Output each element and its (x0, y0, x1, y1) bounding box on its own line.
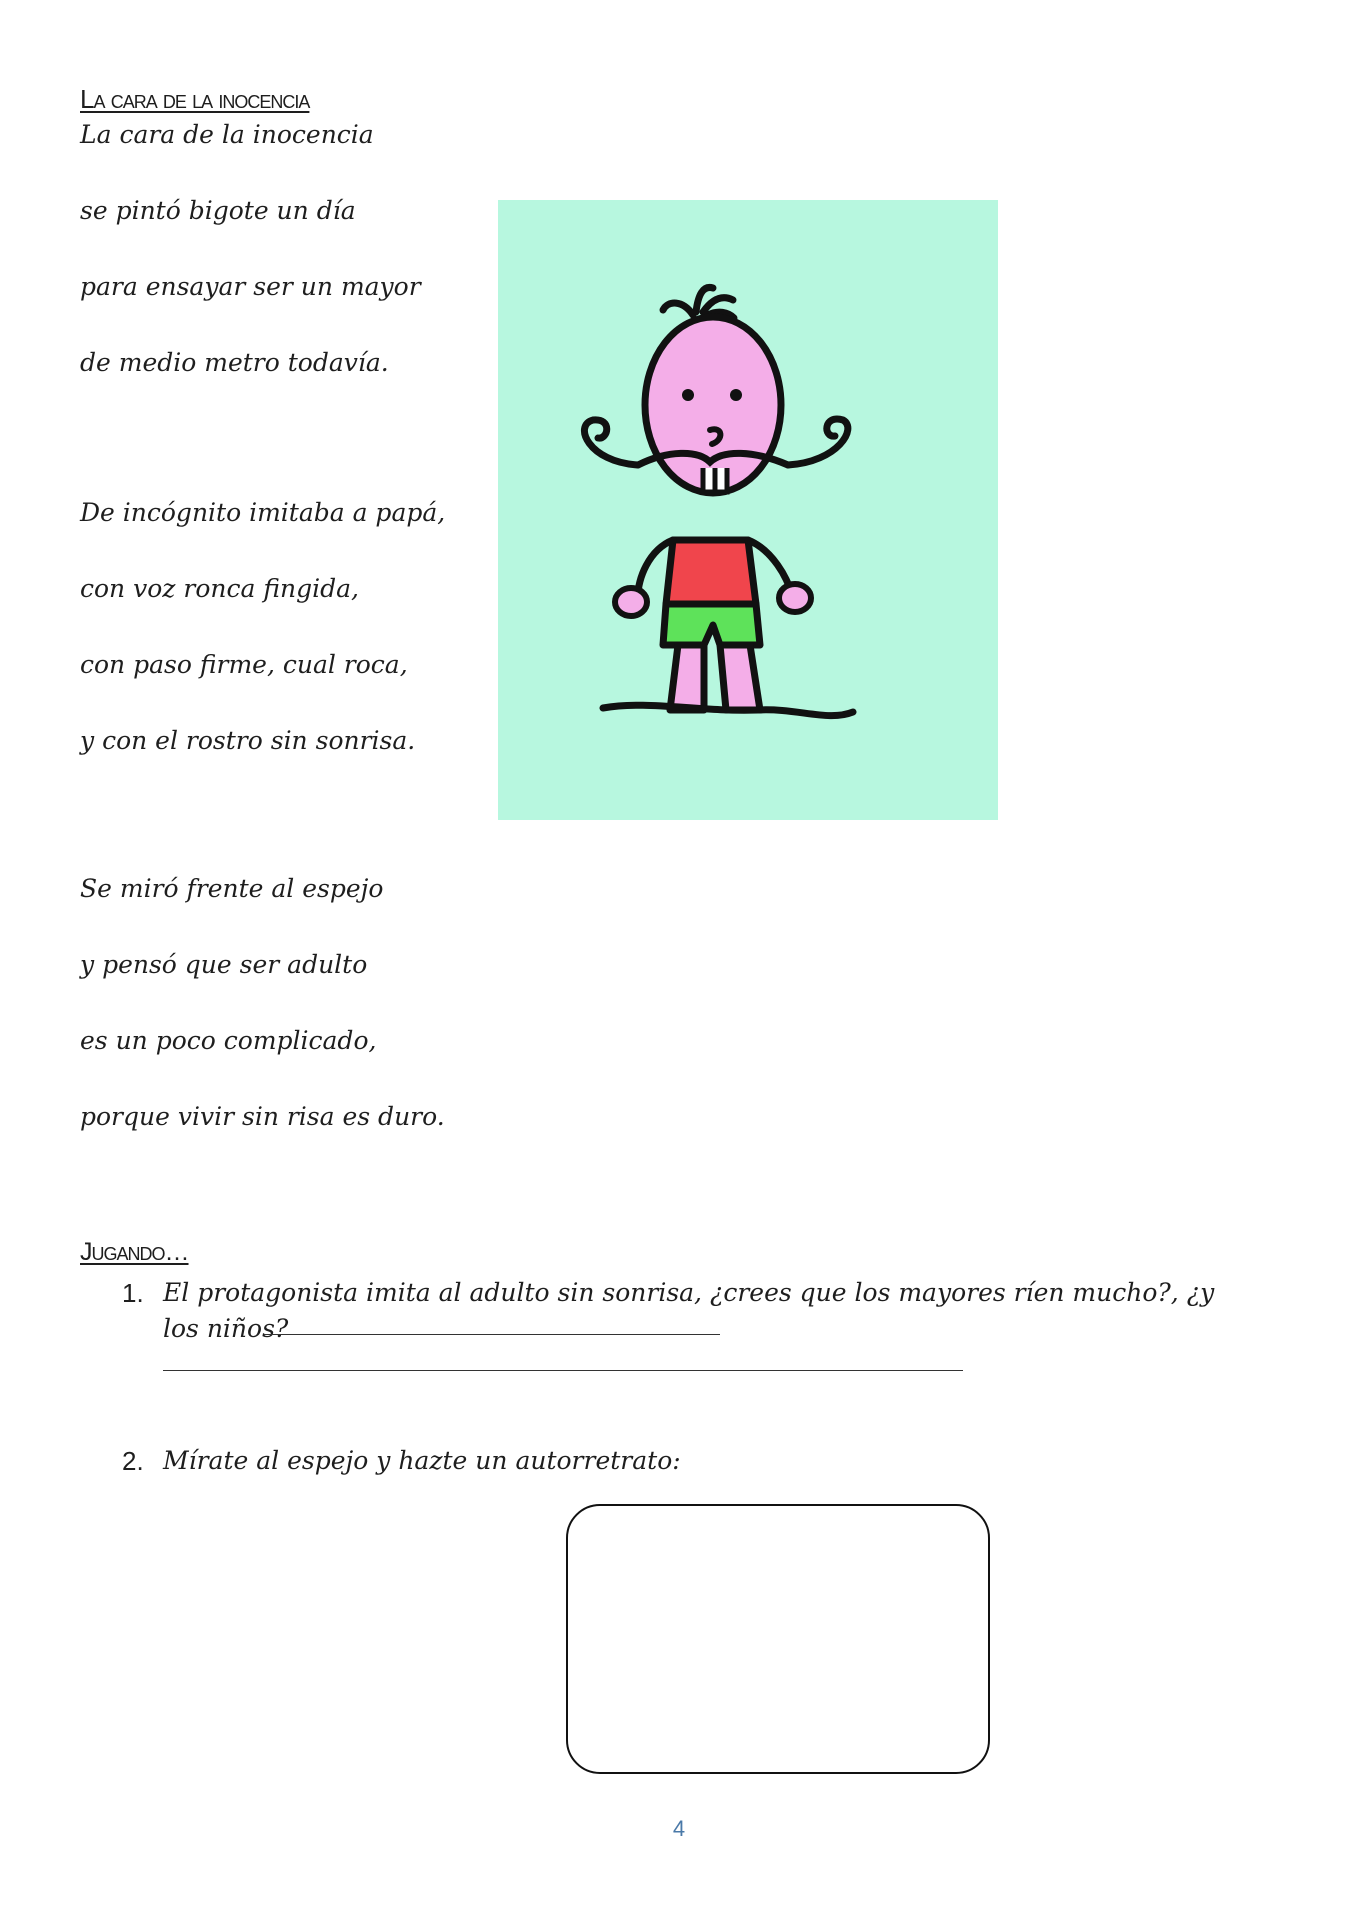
face (645, 317, 781, 493)
mustache-left-curl (584, 420, 638, 465)
question-number: 1. (122, 1278, 144, 1308)
self-portrait-box[interactable] (566, 1504, 990, 1774)
right-leg (720, 645, 760, 710)
activities-heading: Jugando… (80, 1238, 189, 1266)
poem-line: De incógnito imitaba a papá, (80, 498, 446, 527)
child-drawing (498, 200, 998, 820)
right-hand (779, 584, 811, 612)
shorts (663, 604, 760, 645)
left-eye (682, 389, 694, 401)
mustache-right-curl (788, 419, 848, 465)
poem-line: con voz ronca fingida, (80, 574, 359, 603)
poem-title: La cara de la inocencia (80, 84, 310, 114)
mustache-child-illustration (498, 200, 998, 820)
answer-line[interactable] (264, 1334, 720, 1335)
poem-line: porque vivir sin risa es duro. (80, 1102, 445, 1131)
poem-line: de medio metro todavía. (80, 348, 389, 377)
poem-line: es un poco complicado, (80, 1026, 377, 1055)
ground-line (603, 705, 853, 715)
answer-line[interactable] (163, 1370, 963, 1371)
left-leg (670, 645, 704, 710)
poem-line: La cara de la inocencia (80, 120, 374, 149)
hair-strokes (663, 287, 734, 318)
page-number: 4 (672, 1816, 686, 1841)
poem-line: se pintó bigote un día (80, 196, 356, 225)
left-hand (615, 588, 647, 616)
question-text: Mírate al espejo y hazte un autorretrato: (163, 1446, 681, 1475)
question-number: 2. (122, 1446, 144, 1476)
shirt (666, 540, 756, 604)
teeth (703, 468, 727, 492)
question-text: El protagonista imita al adulto sin sonrisa, ¿crees que los mayores ríen mucho?, ¿y los niños? (163, 1278, 1215, 1343)
poem-line: para ensayar ser un mayor (80, 272, 421, 301)
poem-line: Se miró frente al espejo (80, 874, 384, 903)
poem-line: con paso firme, cual roca, (80, 650, 408, 679)
right-eye (730, 389, 742, 401)
poem-line: y con el rostro sin sonrisa. (80, 726, 416, 755)
poem-line: y pensó que ser adulto (80, 950, 368, 979)
